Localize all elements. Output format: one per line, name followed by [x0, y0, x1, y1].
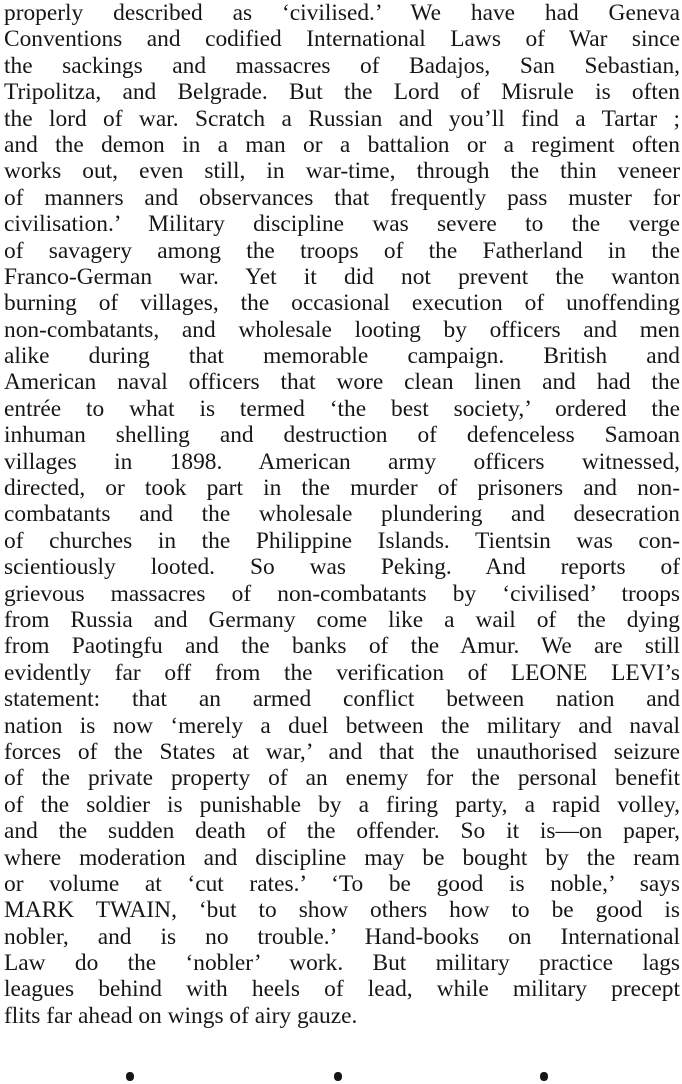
text-line: from Russia and Germany come like a wail of the dying	[4, 606, 680, 633]
document-page	[4, 0, 680, 1029]
text-line: grievous massacres of non-combatants by ‘civilised’ troops	[4, 580, 680, 607]
text-line: villages in 1898. American army officers witnessed,	[4, 448, 680, 475]
text-line: where moderation and discipline may be bought by the ream	[4, 844, 680, 871]
text-line: nobler, and is no trouble.’ Hand-books on International	[4, 923, 680, 950]
text-line: Franco-German war. Yet it did not prevent the wanton	[4, 263, 680, 290]
text-line-last: flits far ahead on wings of airy gauze.	[4, 1002, 358, 1029]
text-line: forces of the States at war,’ and that the unauthorised seizure	[4, 738, 680, 765]
text-line: scientiously looted. So was Peking. And reports of	[4, 554, 680, 581]
text-line: alike during that memorable campaign. British and	[4, 343, 680, 370]
text-line: non-combatants, and wholesale looting by officers and men	[4, 316, 680, 343]
text-line: properly described as ‘civilised.’ We have had Geneva	[4, 0, 680, 26]
divider-dot-icon	[540, 1072, 548, 1081]
section-divider	[0, 1066, 682, 1084]
text-line: inhuman shelling and destruction of defenceless Samoan	[4, 422, 680, 449]
text-line: and the sudden death of the offender. So it is—on paper,	[4, 818, 680, 845]
text-line: the lord of war. Scratch a Russian and you’ll find a Tartar ;	[4, 105, 680, 132]
text-line: from Paotingfu and the banks of the Amur. We are still	[4, 633, 680, 660]
text-line: nation is now ‘merely a duel between the military and naval	[4, 712, 680, 739]
text-line: of savagery among the troops of the Fatherland in the	[4, 237, 680, 264]
text-line: the sackings and massacres of Badajos, San Sebastian,	[4, 52, 680, 79]
divider-dot-icon	[126, 1072, 134, 1081]
text-line: or volume at ‘cut rates.’ ‘To be good is noble,’ says	[4, 870, 680, 897]
text-line: American naval officers that wore clean linen and had the	[4, 369, 680, 396]
text-line: statement: that an armed conflict between nation and	[4, 686, 680, 713]
divider-dot-icon	[334, 1072, 342, 1081]
text-line: of the soldier is punishable by a firing party, a rapid volley,	[4, 791, 680, 818]
text-line: works out, even still, in war-time, through the thin veneer	[4, 158, 680, 185]
text-line: MARK TWAIN, ‘but to show others how to be good is	[4, 897, 680, 924]
text-line: of the private property of an enemy for the personal benefit	[4, 765, 680, 792]
text-line: combatants and the wholesale plundering and desecration	[4, 501, 680, 528]
text-line: Conventions and codified International Laws of War since	[4, 26, 680, 53]
text-line: leagues behind with heels of lead, while military precept	[4, 976, 680, 1003]
text-line: entrée to what is termed ‘the best society,’ ordered the	[4, 395, 680, 422]
text-line: of churches in the Philippine Islands. Tientsin was con-	[4, 527, 680, 554]
text-line: and the demon in a man or a battalion or a regiment often	[4, 131, 680, 158]
text-line: of manners and observances that frequently pass muster for	[4, 184, 680, 211]
text-line: civilisation.’ Military discipline was severe to the verge	[4, 211, 680, 238]
text-line: burning of villages, the occasional execution of unoffending	[4, 290, 680, 317]
text-line: Law do the ‘nobler’ work. But military practice lags	[4, 950, 680, 977]
text-line: directed, or took part in the murder of prisoners and non-	[4, 475, 680, 502]
text-line: evidently far off from the verification of LEONE LEVI’s	[4, 659, 680, 686]
text-line: Tripolitza, and Belgrade. But the Lord of Misrule is often	[4, 79, 680, 106]
